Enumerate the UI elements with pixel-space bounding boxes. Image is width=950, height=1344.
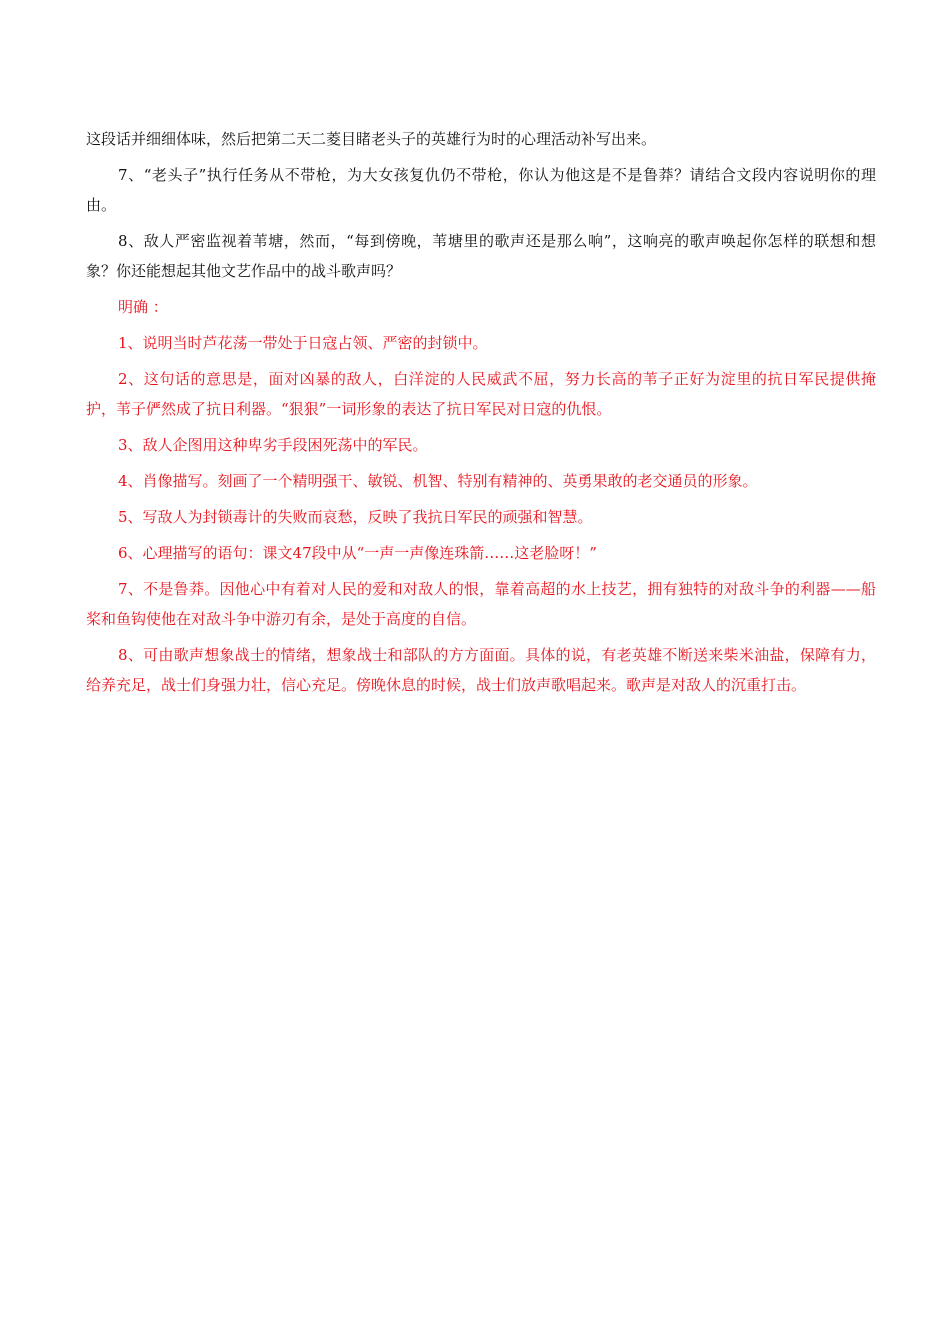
question-6-continuation: 这段话并细细体味，然后把第二天二菱目睹老头子的英雄行为时的心理活动补写出来。: [86, 130, 657, 148]
document-body: [86, 124, 876, 706]
question-8: 8、敌人严密监视着苇塘，然而，“每到傍晚，苇塘里的歌声还是那么响”，这响亮的歌声唤起你怎样的联想和想象？你还能想起其他文艺作品中的战斗歌声吗？: [86, 232, 876, 280]
answer-label: 明确 ：: [118, 298, 168, 316]
answer-6: 6、心理描写的语句：课文47段中从“一声一声像连珠箭……这老脸呀！”: [118, 544, 597, 562]
answer-8: 8、可由歌声想象战士的情绪，想象战士和部队的方方面面。具体的说，有老英雄不断送来柴米油盐，保障有力，给养充足，战士们身强力壮，信心充足。傍晚休息的时候，战士们放声歌唱起来。歌声是对敌人的沉重打击。: [86, 646, 876, 694]
answer-5: 5、写敌人为封锁毒计的失败而哀愁，反映了我抗日军民的顽强和智慧。: [118, 508, 593, 526]
answer-1: 1、说明当时芦花荡一带处于日寇占领、严密的封锁中。: [118, 334, 488, 352]
answer-4: 4、肖像描写。刻画了一个精明强干、敏锐、机智、特别有精神的、英勇果敢的老交通员的形象。: [118, 472, 758, 490]
answer-7: 7、不是鲁莽。因他心中有着对人民的爱和对敌人的恨，靠着高超的水上技艺，拥有独特的对敌斗争的利器——船桨和鱼钩使他在对敌斗争中游刃有余，是处于高度的自信。: [86, 580, 876, 628]
answer-3: 3、敌人企图用这种卑劣手段困死荡中的军民。: [118, 436, 428, 454]
question-7: 7、“老头子”执行任务从不带枪，为大女孩复仇仍不带枪，你认为他这是不是鲁莽？请结合文段内容说明你的理由。: [86, 166, 876, 214]
answer-2: 2、这句话的意思是，面对凶暴的敌人，白洋淀的人民威武不屈，努力长高的苇子正好为淀里的抗日军民提供掩护，苇子俨然成了抗日利器。“狠狠”一词形象的表达了抗日军民对日寇的仇恨。: [86, 370, 876, 418]
